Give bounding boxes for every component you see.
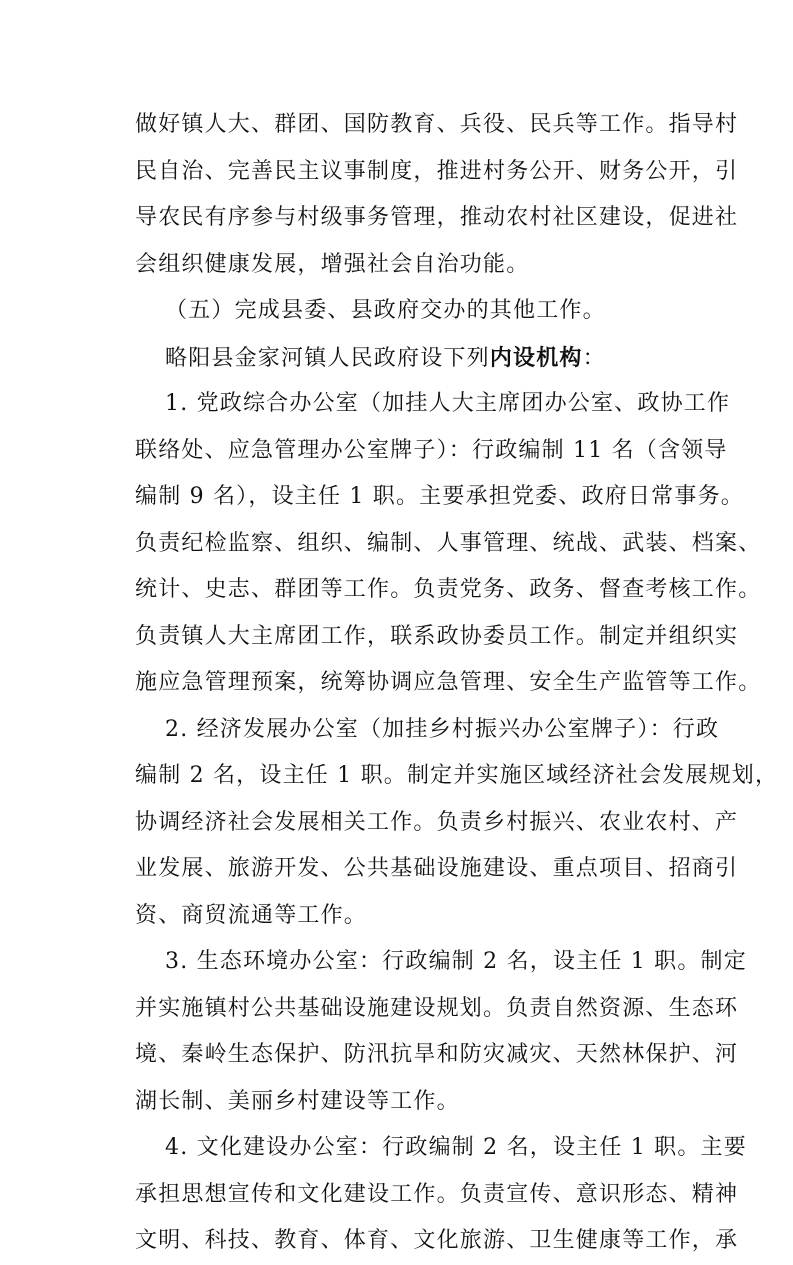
body-line: 编制 9 名），设主任 1 职。主要承担党委、政府日常事务。	[135, 484, 744, 509]
intro-emphasis: 内设机构	[489, 344, 583, 371]
body-line: 做好镇人大、群团、国防教育、兵役、民兵等工作。指导村	[135, 112, 739, 137]
item-1-line: 1. 党政综合办公室（加挂人大主席团办公室、政协工作	[165, 391, 731, 416]
body-line: 联络处、应急管理办公室牌子）：行政编制 11 名（含领导	[135, 437, 728, 463]
item-2-line: 2. 经济发展办公室（加挂乡村振兴办公室牌子）：行政	[165, 716, 720, 742]
body-line: 导农民有序参与村级事务管理，推动农村社区建设，促进社	[135, 205, 739, 230]
body-line: 负责镇人大主席团工作，联系政协委员工作。制定并组织实	[135, 623, 739, 649]
body-line: 承担思想宣传和文化建设工作。负责宣传、意识形态、精神	[135, 1181, 739, 1207]
body-line: 业发展、旅游开发、公共基础设施建设、重点项目、招商引	[135, 856, 739, 881]
item-3-line: 3. 生态环境办公室：行政编制 2 名，设主任 1 职。制定	[165, 949, 747, 974]
section-five-line: （五）完成县委、县政府交办的其他工作。	[165, 298, 606, 323]
body-line: 编制 2 名，设主任 1 职。制定并实施区域经济社会发展规划，	[135, 763, 779, 788]
internal-bodies-intro	[135, 335, 675, 382]
body-line: 湖长制、美丽乡村建设等工作。	[135, 1088, 460, 1114]
body-line: 并实施镇村公共基础设施建设规划。负责自然资源、生态环	[135, 995, 739, 1021]
body-line: 资、商贸流通等工作。	[135, 902, 368, 928]
body-line: 协调经济社会发展相关工作。负责乡村振兴、农业农村、产	[135, 809, 739, 835]
body-line: 负责纪检监察、组织、编制、人事管理、统战、武装、档案、	[135, 530, 762, 556]
body-line: 会组织健康发展，增强社会自治功能。	[135, 251, 530, 277]
body-line: 境、秦岭生态保护、防汛抗旱和防灾减灾、天然林保护、河	[135, 1042, 739, 1067]
document-body	[135, 102, 779, 1265]
body-line: 文明、科技、教育、体育、文化旅游、卫生健康等工作，承	[135, 1228, 739, 1253]
intro-suffix: ：	[582, 345, 606, 371]
item-4-line: 4. 文化建设办公室：行政编制 2 名，设主任 1 职。主要	[165, 1135, 747, 1160]
intro-prefix: 略阳县金家河镇人民政府设下列	[165, 345, 490, 371]
body-line: 统计、史志、群团等工作。负责党务、政务、督查考核工作。	[135, 577, 762, 602]
body-line: 民自治、完善民主议事制度，推进村务公开、财务公开，引	[135, 158, 739, 184]
body-line: 施应急管理预案，统筹协调应急管理、安全生产监管等工作。	[135, 670, 762, 695]
